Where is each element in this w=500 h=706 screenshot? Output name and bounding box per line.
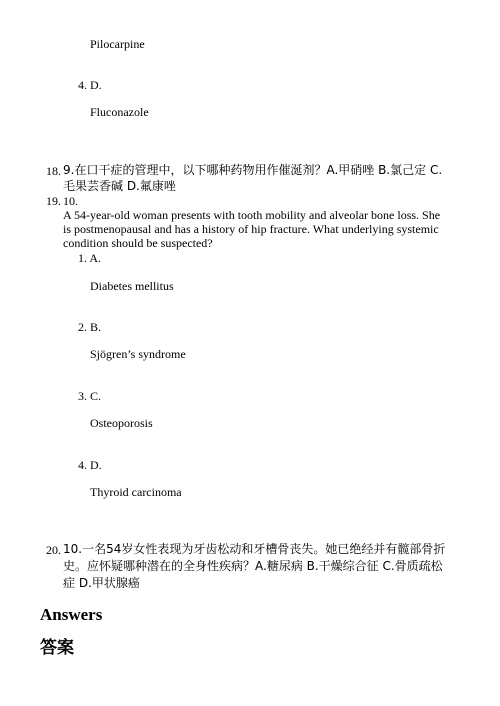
answers-heading-zh: 答案 xyxy=(40,638,74,658)
option-d-marker: 4. D. xyxy=(78,78,102,92)
question-19-stem xyxy=(63,208,440,250)
question-20-number: 20. xyxy=(46,543,61,557)
option-c-text: Pilocarpine xyxy=(90,37,145,51)
question-19-stem-line-3: condition should be suspected? xyxy=(63,236,213,250)
question-20-line-2: 史。应怀疑哪种潜在的全身性疾病？A.糖尿病 B.干燥综合征 C.骨质疏松 xyxy=(63,559,443,573)
option-d-text-q19: Thyroid carcinoma xyxy=(90,485,182,499)
option-c-text-q19: Osteoporosis xyxy=(90,416,153,430)
answers-heading-en: Answers xyxy=(40,605,103,624)
question-19-stem-line-1: A 54-year-old woman presents with tooth mobility and alveolar bone loss. She xyxy=(63,208,441,222)
question-19-number: 19. xyxy=(46,194,61,208)
option-c-marker: 3. C. xyxy=(78,389,102,403)
question-19-label: 10. xyxy=(63,194,78,208)
question-19-stem-line-2: is postmenopausal and has a history of hip fracture. What underlying systemic xyxy=(63,222,439,236)
option-a-text: Diabetes mellitus xyxy=(90,279,174,293)
question-20-line-3: 症 D.甲状腺癌 xyxy=(63,576,140,590)
question-18-number: 18. xyxy=(46,164,61,178)
option-a-marker: 1. A. xyxy=(78,251,102,265)
question-18-line-2: 毛果芸香碱 D.氟康唑 xyxy=(63,179,176,193)
option-d-text: Fluconazole xyxy=(90,105,149,119)
question-20-text xyxy=(63,541,445,592)
question-18-text xyxy=(63,162,442,194)
option-d-marker-q19: 4. D. xyxy=(78,458,102,472)
option-b-text: Sjögren’s syndrome xyxy=(90,347,186,361)
option-b-marker: 2. B. xyxy=(78,320,102,334)
question-20-line-1: 10.一名54岁女性表现为牙齿松动和牙槽骨丧失。她已绝经并有髋部骨折 xyxy=(63,542,446,556)
question-18-line-1: 9.在口干症的管理中，以下哪种药物用作催涎剂？A.甲硝唑 B.氯己定 C. xyxy=(63,163,443,177)
